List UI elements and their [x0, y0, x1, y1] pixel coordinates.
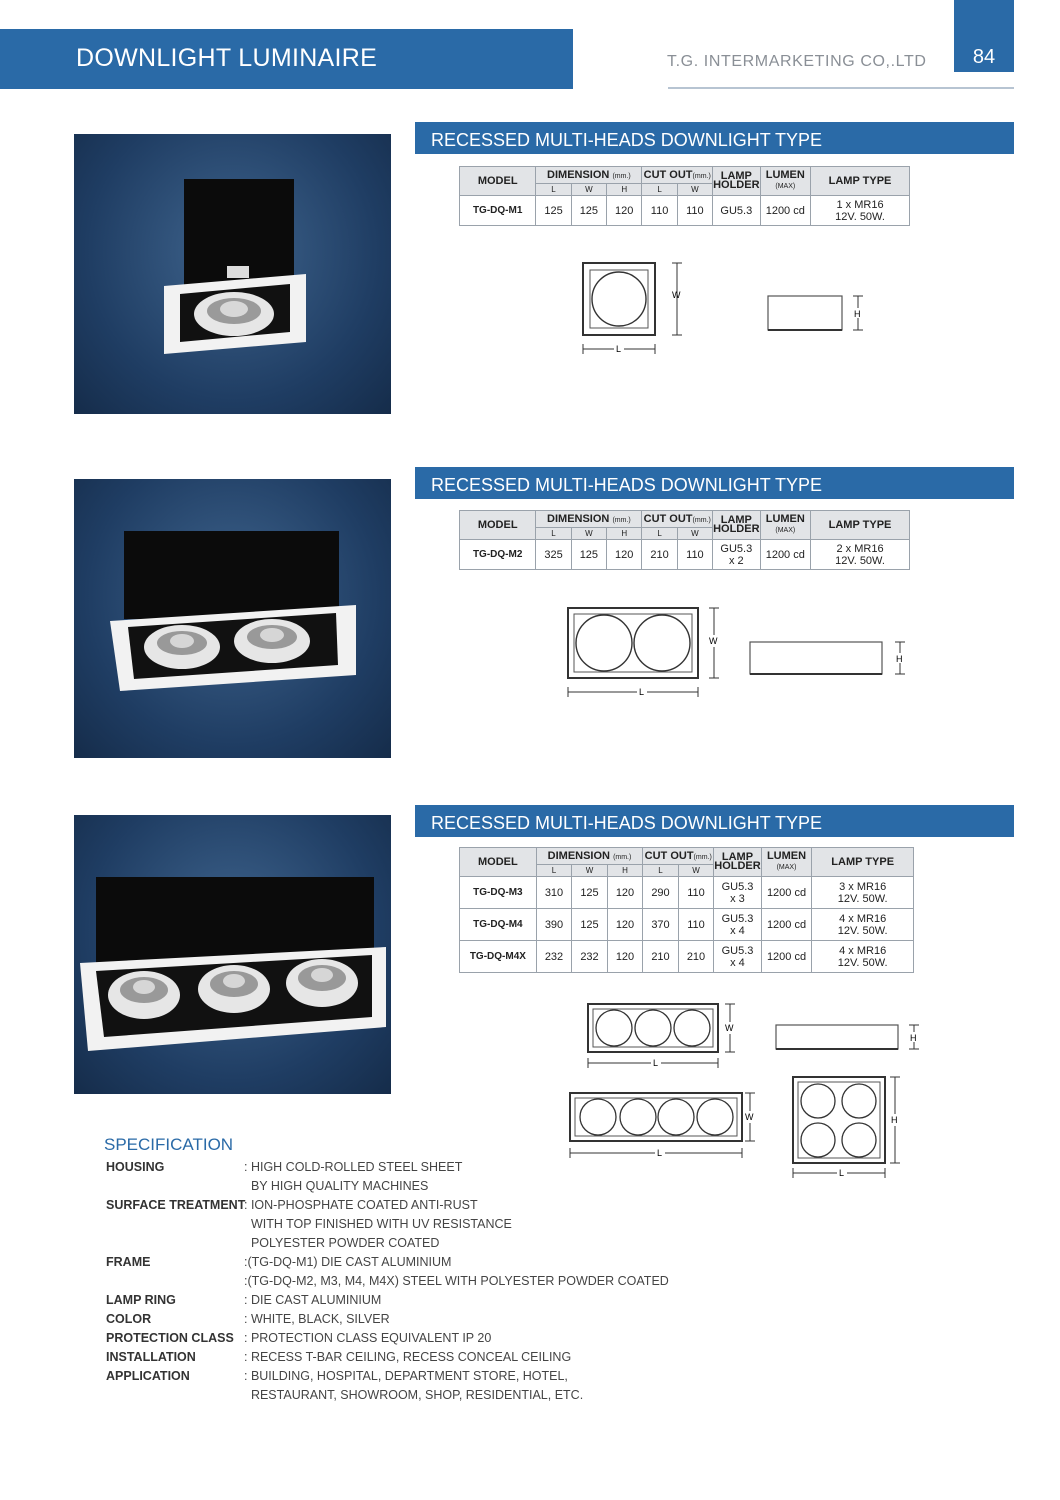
spec-value: RESTAURANT, SHOWROOM, SHOP, RESIDENTIAL, ETC.	[244, 1388, 584, 1402]
label-l: L	[657, 1148, 663, 1158]
spec-label: COLOR	[106, 1312, 152, 1326]
sub-l: L	[536, 184, 571, 196]
downlight-single-illustration	[74, 134, 391, 414]
spec-value: : ION-PHOSPHATE COATED ANTI-RUST	[244, 1198, 478, 1212]
spec-value: POLYESTER POWDER COATED	[244, 1236, 440, 1250]
col-lumen: LUMEN (MAX)	[761, 848, 812, 877]
product-photo-tg-dq-m1	[74, 134, 391, 414]
spec-label: INSTALLATION	[106, 1350, 196, 1364]
spec-value: : WHITE, BLACK, SILVER	[244, 1312, 390, 1326]
col-lumen: LUMEN (MAX)	[760, 167, 811, 196]
col-lamp-holder: LAMP HOLDER	[714, 848, 761, 877]
sub-l: L	[642, 528, 677, 540]
col-lamp-holder: LAMP HOLDER	[713, 511, 760, 540]
page-title: DOWNLIGHT LUMINAIRE	[76, 44, 378, 72]
sub-l: L	[536, 865, 572, 877]
sub-w: W	[571, 528, 606, 540]
spec-value: BY HIGH QUALITY MACHINES	[244, 1179, 429, 1193]
spec-value: : PROTECTION CLASS EQUIVALENT IP 20	[244, 1331, 492, 1345]
label-h: H	[896, 654, 903, 664]
spec-value: : RECESS T-BAR CEILING, RECESS CONCEAL CEILING	[244, 1350, 572, 1364]
col-lamp-holder: LAMP HOLDER	[713, 167, 760, 196]
col-model: MODEL	[460, 511, 536, 540]
col-lamp-type: LAMP TYPE	[812, 848, 914, 877]
downlight-triple-illustration	[74, 815, 391, 1094]
spec-label: FRAME	[106, 1255, 151, 1269]
specification-heading: SPECIFICATION	[104, 1135, 234, 1154]
col-dimension: DIMENSION (mm.)	[536, 511, 642, 528]
company-underline	[668, 87, 1014, 89]
label-w: W	[709, 636, 718, 646]
sub-w: W	[571, 184, 606, 196]
label-h: H	[854, 309, 861, 319]
table-row: TG-DQ-M4 390 125 120 370 110 GU5.3 x 4 1200 cd 4 x MR16 12V. 50W.	[460, 909, 914, 941]
sub-l: L	[643, 865, 679, 877]
sub-l: L	[642, 184, 677, 196]
col-lumen: LUMEN (MAX)	[760, 511, 811, 540]
section-bar-1	[415, 122, 1014, 154]
label-h: H	[891, 1115, 898, 1125]
col-dimension: DIMENSION (mm.)	[536, 848, 643, 865]
label-h: H	[910, 1033, 917, 1043]
dimension-diagram-2	[560, 600, 920, 705]
col-lamp-type: LAMP TYPE	[811, 511, 910, 540]
label-l: L	[839, 1168, 845, 1178]
dimension-diagram-1	[560, 255, 880, 365]
col-model: MODEL	[460, 848, 537, 877]
spec-label: APPLICATION	[106, 1369, 190, 1383]
sub-w: W	[678, 865, 714, 877]
sub-w: W	[677, 528, 712, 540]
page-number: 84	[972, 46, 996, 68]
spec-table-3	[459, 847, 914, 973]
spec-value: :(TG-DQ-M1) DIE CAST ALUMINIUM	[244, 1255, 452, 1269]
product-photo-tg-dq-m2	[74, 479, 391, 758]
col-cutout: CUT OUT(mm.)	[642, 167, 713, 184]
section-bar-3	[415, 805, 1014, 837]
sub-h: H	[607, 184, 642, 196]
col-cutout: CUT OUT(mm.)	[642, 511, 713, 528]
sub-h: H	[607, 865, 643, 877]
company-name: T.G. INTERMARKETING CO,.LTD	[667, 53, 927, 70]
spec-table-1	[459, 166, 910, 226]
table-row: TG-DQ-M1 125 125 120 110 110 GU5.3 1200 cd 1 x MR16 12V. 50W.	[460, 196, 910, 226]
table-row: TG-DQ-M4X 232 232 120 210 210 GU5.3 x 4 1200 cd 4 x MR16 12V. 50W.	[460, 941, 914, 973]
table-row: TG-DQ-M2 325 125 120 210 110 GU5.3 x 2 1200 cd 2 x MR16 12V. 50W.	[460, 540, 910, 570]
spec-value: WITH TOP FINISHED WITH UV RESISTANCE	[244, 1217, 512, 1231]
col-model: MODEL	[460, 167, 536, 196]
col-dimension: DIMENSION (mm.)	[536, 167, 642, 184]
spec-label: LAMP RING	[106, 1293, 176, 1307]
label-l: L	[616, 344, 622, 354]
col-lamp-type: LAMP TYPE	[811, 167, 910, 196]
product-photo-tg-dq-m3	[74, 815, 391, 1094]
label-w: W	[672, 290, 681, 300]
spec-value: : HIGH COLD-ROLLED STEEL SHEET	[244, 1160, 463, 1174]
section-title-3: RECESSED MULTI-HEADS DOWNLIGHT TYPE	[431, 813, 823, 833]
sub-w: W	[572, 865, 608, 877]
section-bar-2	[415, 467, 1014, 499]
label-l: L	[639, 687, 645, 697]
spec-label: SURFACE TREATMENT	[106, 1198, 246, 1212]
sub-l: L	[536, 528, 571, 540]
spec-label: PROTECTION CLASS	[106, 1331, 234, 1345]
spec-label: HOUSING	[106, 1160, 165, 1174]
label-w: W	[725, 1023, 734, 1033]
dimension-diagram-3	[560, 995, 930, 1185]
spec-value: :(TG-DQ-M2, M3, M4, M4X) STEEL WITH POLYESTER POWDER COATED	[244, 1274, 669, 1288]
label-l: L	[653, 1058, 659, 1068]
sub-w: W	[677, 184, 712, 196]
table-row: TG-DQ-M3 310 125 120 290 110 GU5.3 x 3 1200 cd 3 x MR16 12V. 50W.	[460, 877, 914, 909]
sub-h: H	[607, 528, 642, 540]
label-w: W	[745, 1112, 754, 1122]
section-title-2: RECESSED MULTI-HEADS DOWNLIGHT TYPE	[431, 475, 823, 495]
spec-table-2	[459, 510, 910, 570]
spec-value: : DIE CAST ALUMINIUM	[244, 1293, 382, 1307]
downlight-double-illustration	[74, 479, 391, 758]
spec-value: : BUILDING, HOSPITAL, DEPARTMENT STORE, HOTEL,	[244, 1369, 568, 1383]
section-title-1: RECESSED MULTI-HEADS DOWNLIGHT TYPE	[431, 130, 823, 150]
col-cutout: CUT OUT(mm.)	[643, 848, 714, 865]
